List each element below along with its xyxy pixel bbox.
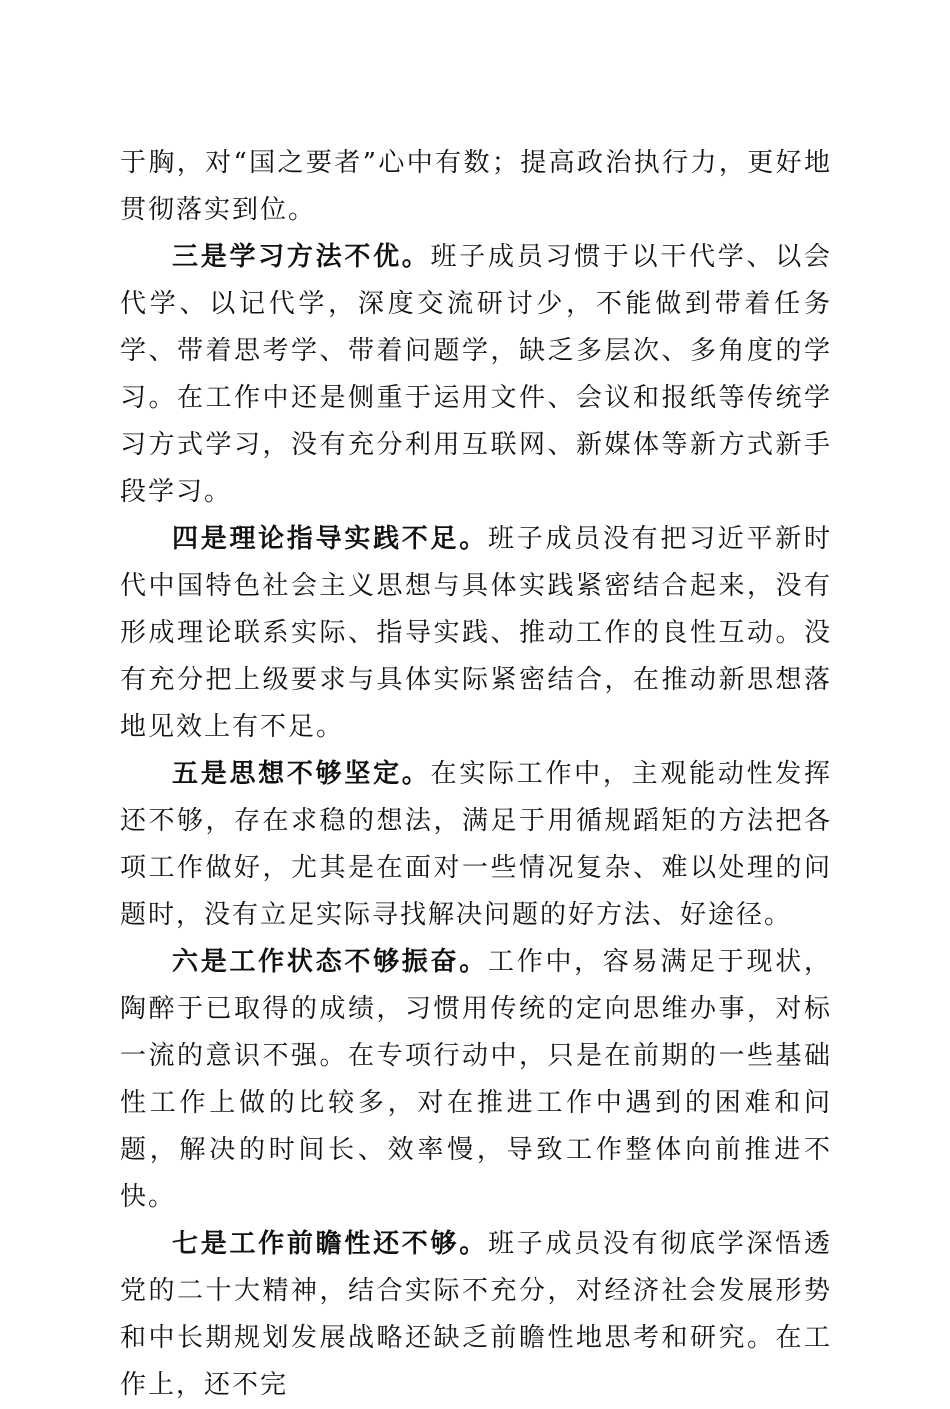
paragraph-continuation [120,140,832,234]
paragraph-heading: 七是工作前瞻性还不够。 [172,1229,488,1259]
paragraph-learning-methods [120,234,832,516]
paragraph-body: 于胸，对“国之要者”心中有数；提高政治执行力，更好地贯彻落实到位。 [120,148,832,225]
paragraph-heading: 五是思想不够坚定。 [172,759,431,789]
document-body [120,140,832,1409]
paragraph-foresight [120,1221,832,1409]
paragraph-body: 班子成员习惯于以干代学、以会代学、以记代学，深度交流研讨少，不能做到带着任务学、带着思考学、带着问题学，缺乏多层次、多角度的学习。在工作中还是侧重于运用文件、会议和报纸等传统学习方式学习，没有充分利用互联网、新媒体等新方式新手段学习。 [120,242,832,507]
paragraph-body: 班子成员没有把习近平新时代中国特色社会主义思想与具体实践紧密结合起来，没有形成理论联系实际、指导实践、推动工作的良性互动。没有充分把上级要求与具体实际紧密结合，在推动新思想落地见效上有不足。 [120,524,832,742]
paragraph-theory-practice [120,516,832,751]
paragraph-heading: 三是学习方法不优。 [172,242,431,272]
paragraph-firm-thinking [120,751,832,939]
paragraph-heading: 六是工作状态不够振奋。 [172,947,488,977]
paragraph-body: 在实际工作中，主观能动性发挥还不够，存在求稳的想法，满足于用循规蹈矩的方法把各项工作做好，尤其是在面对一些情况复杂、难以处理的问题时，没有立足实际寻找解决问题的好方法、好途径。 [120,759,832,930]
paragraph-body: 工作中，容易满足于现状，陶醉于已取得的成绩，习惯用传统的定向思维办事，对标一流的意识不强。在专项行动中，只是在前期的一些基础性工作上做的比较多，对在推进工作中遇到的困难和问题，解决的时间长、效率慢，导致工作整体向前推进不快。 [120,947,832,1212]
paragraph-heading: 四是理论指导实践不足。 [172,524,488,554]
paragraph-body: 班子成员没有彻底学深悟透党的二十大精神，结合实际不充分，对经济社会发展形势和中长期规划发展战略还缺乏前瞻性地思考和研究。在工作上，还不完 [120,1229,832,1400]
paragraph-work-spirit [120,939,832,1221]
